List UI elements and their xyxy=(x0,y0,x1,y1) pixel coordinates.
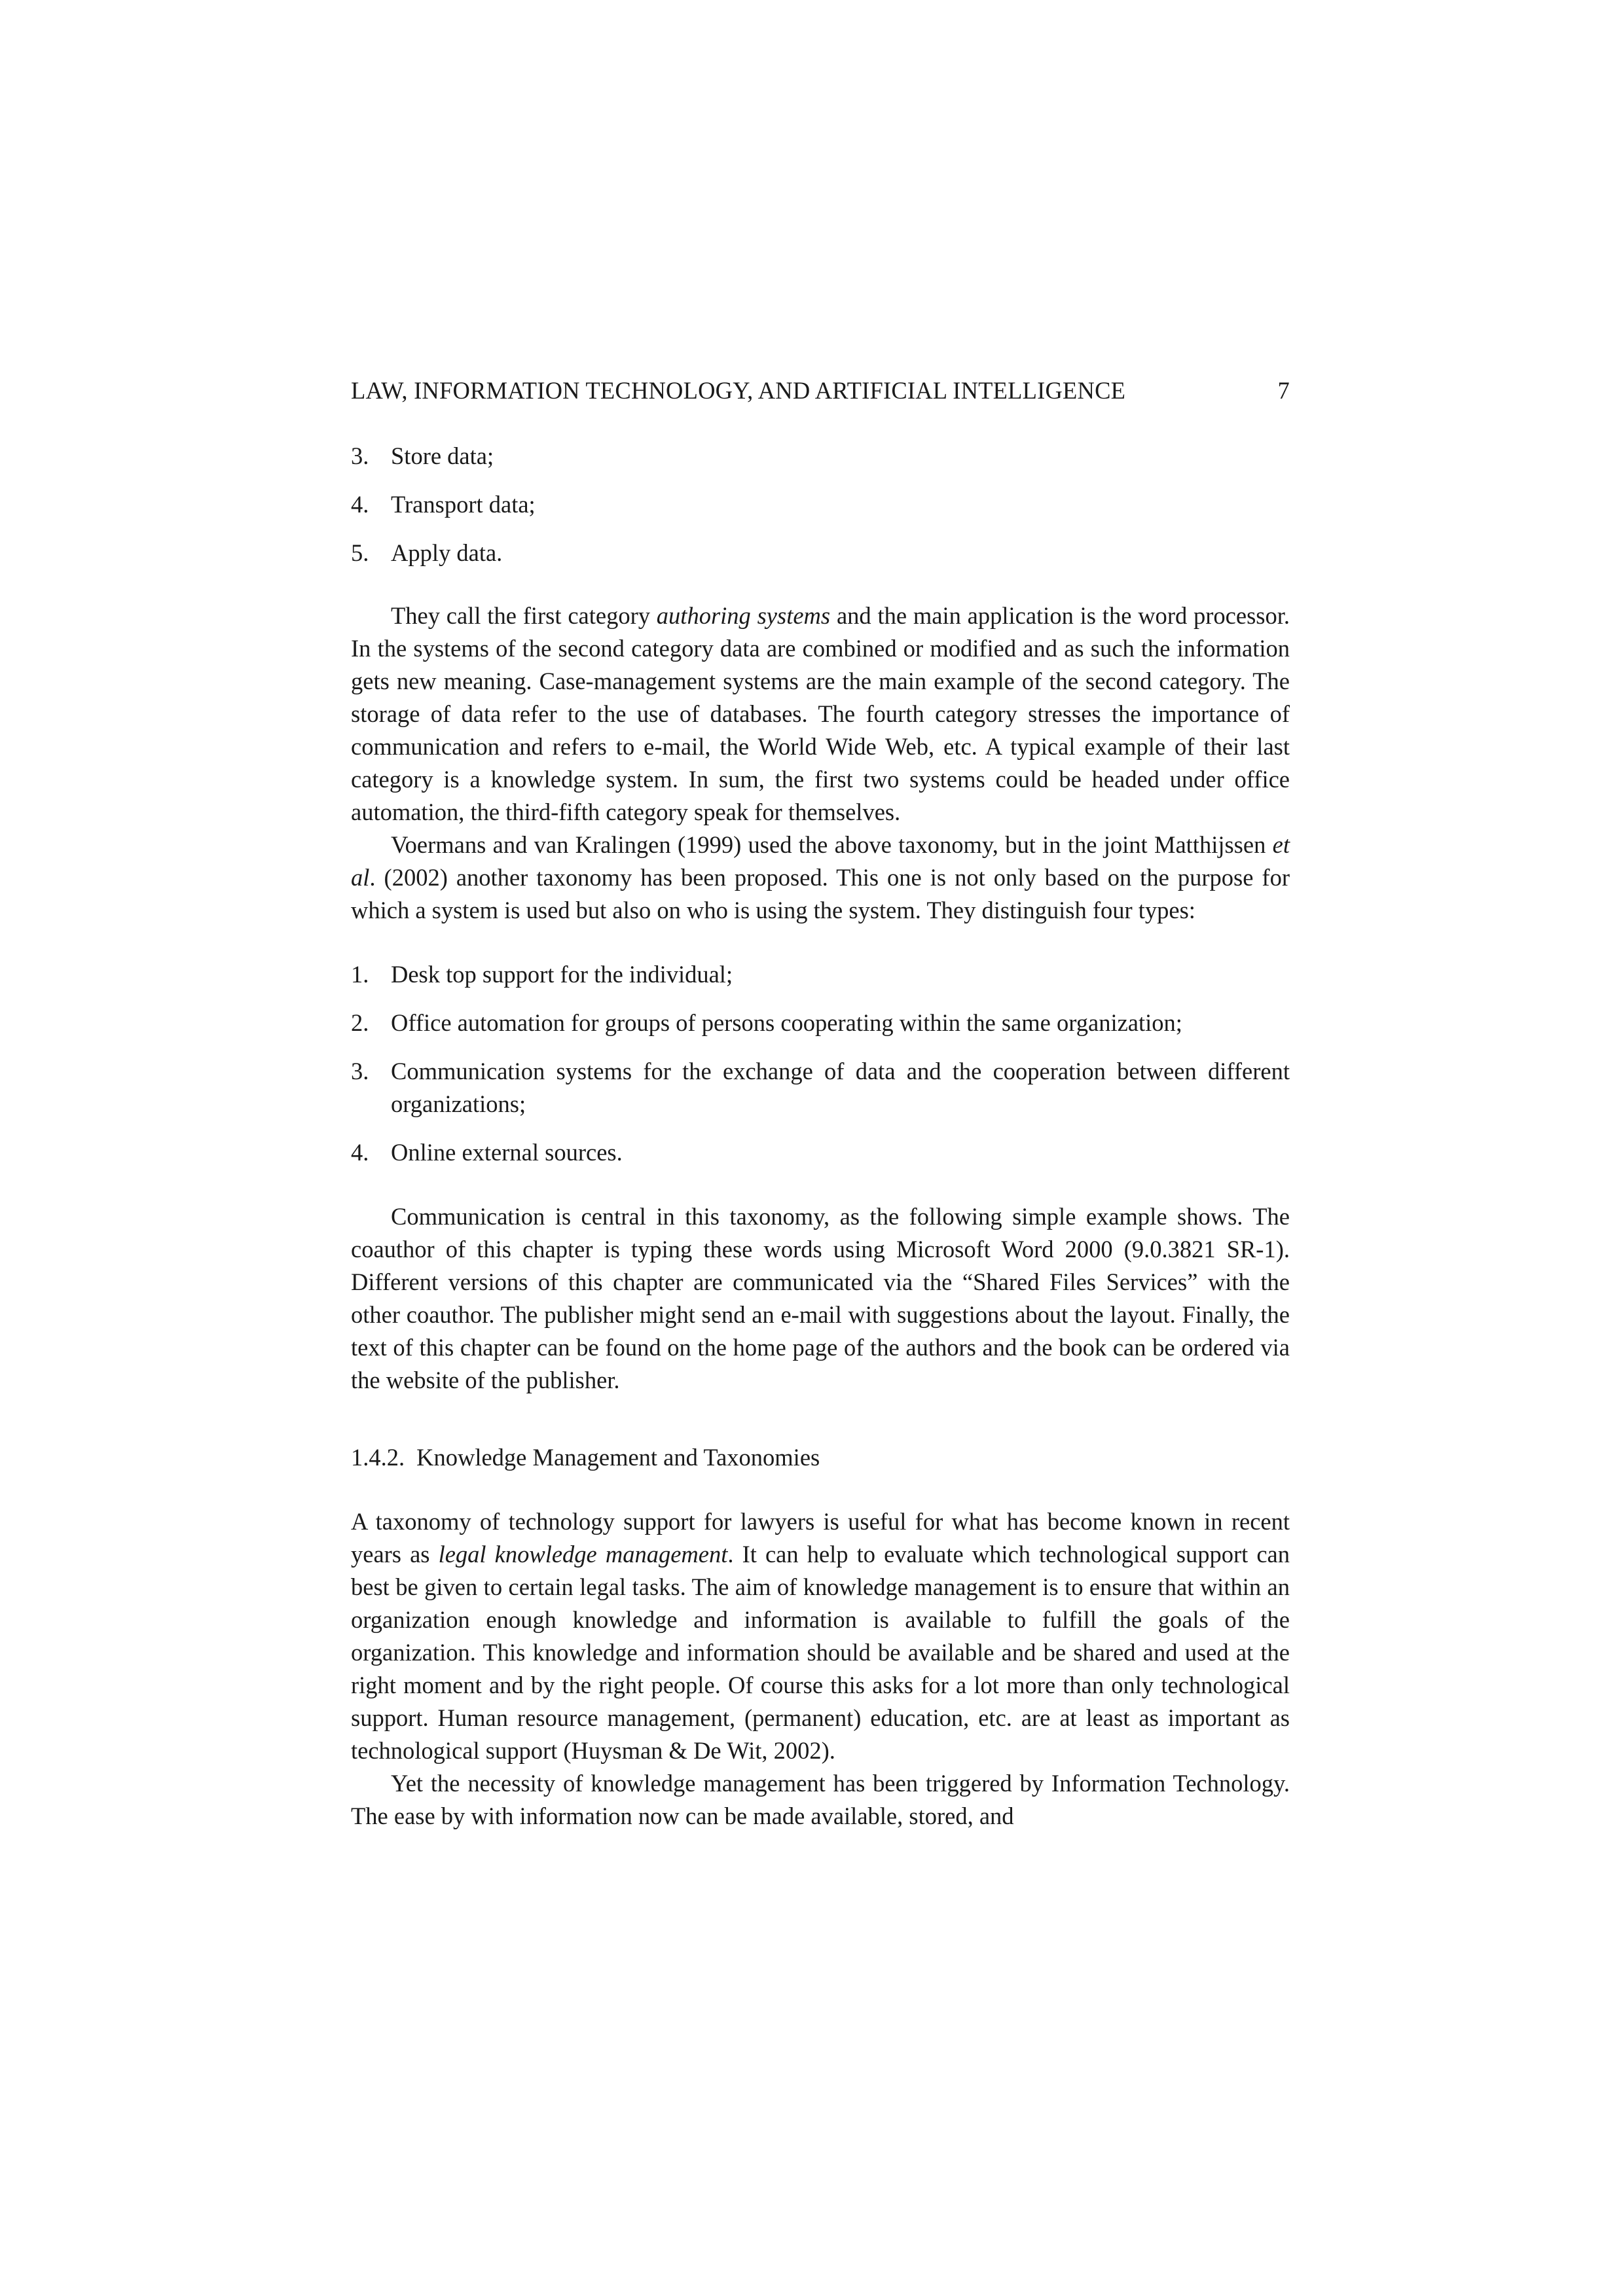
paragraph-knowledge-management xyxy=(351,1505,1290,1767)
list-item xyxy=(351,1136,1290,1169)
list-item-number: 4. xyxy=(351,1139,369,1166)
list-item xyxy=(351,488,1290,521)
list-item-text: Communication systems for the exchange of data and the cooperation between different organizations; xyxy=(391,1058,1290,1117)
list-item-text: Apply data. xyxy=(391,539,503,566)
paragraph-authoring-systems xyxy=(351,600,1290,829)
emphasis: authoring systems xyxy=(656,602,831,629)
list-item-text: Desk top support for the individual; xyxy=(391,961,733,988)
list-item-number: 4. xyxy=(351,491,369,518)
running-title: LAW, INFORMATION TECHNOLOGY, AND ARTIFICIAL INTELLIGENCE xyxy=(351,377,1126,404)
list-item-number: 5. xyxy=(351,539,369,566)
list-item-text: Store data; xyxy=(391,442,494,469)
text-run: Voermans and van Kralingen (1999) used the above taxonomy, but in the joint Matthijssen xyxy=(391,831,1273,858)
subsection-number: 1.4.2. xyxy=(351,1444,405,1471)
list-data-categories xyxy=(351,440,1290,569)
page-number: 7 xyxy=(1277,377,1290,404)
list-item-text: Office automation for groups of persons cooperating within the same organization; xyxy=(391,1009,1182,1036)
list-item xyxy=(351,1007,1290,1039)
list-item-text: Online external sources. xyxy=(391,1139,623,1166)
list-item-text: Transport data; xyxy=(391,491,536,518)
text-run: They call the first category xyxy=(391,602,657,629)
subsection-heading xyxy=(351,1441,1290,1474)
list-item xyxy=(351,1055,1290,1121)
list-item-number: 1. xyxy=(351,961,369,988)
list-four-types xyxy=(351,958,1290,1169)
list-item-number: 3. xyxy=(351,442,369,469)
list-item xyxy=(351,537,1290,569)
text-run: A taxonomy of technology support for lawyers is useful for what has become known in recent years as xyxy=(351,1508,1290,1568)
subsection-title: Knowledge Management and Taxonomies xyxy=(416,1444,820,1471)
emphasis: legal knowledge management xyxy=(438,1541,728,1568)
list-item xyxy=(351,958,1290,991)
list-item-number: 2. xyxy=(351,1009,369,1036)
list-item xyxy=(351,440,1290,473)
list-item-number: 3. xyxy=(351,1058,369,1085)
page xyxy=(351,374,1290,1833)
paragraph-communication: Communication is central in this taxonomy, as the following simple example shows. The coauthor of this chapter is typing these words using Microsoft Word 2000 (9.0.3821 SR-1). Different versions of this chapter are communicated via the “Shared Files Services” with the other coauthor. The publisher might send an e-mail with suggestions about the layout. Finally, the text of this chapter can be found on the home page of the authors and the book can be ordered via the website of the publisher. xyxy=(351,1203,1290,1393)
text-run: . It can help to evaluate which technological support can best be given to certain legal tasks. The aim of knowledge management is to ensure that within an organization enough knowledge and information is available to fulfill the goals of the organization. This knowledge and information should be available and be shared and used at the right moment and by the right people. Of course this asks for a lot more than only technological support. Human resource management, (permanent) education, etc. are at least as important as technological support (Huysman & De Wit, 2002). xyxy=(351,1541,1290,1764)
running-head xyxy=(351,374,1290,407)
text-run: and the main application is the word processor. In the systems of the second category data are combined or modified and as such the information gets new meaning. Case-management systems are the main example of the second category. The storage of data refer to the use of databases. The fourth category stresses the importance of communication and refers to e-mail, the World Wide Web, etc. A typical example of their last category is a knowledge system. In sum, the first two systems could be headed under office automation, the third-fifth category speak for themselves. xyxy=(351,602,1290,825)
emphasis: et al xyxy=(351,831,1290,891)
paragraph-taxonomy xyxy=(351,829,1290,927)
paragraph-necessity: Yet the necessity of knowledge management has been triggered by Information Technology. The ease by with information now can be made available, stored, and xyxy=(351,1770,1290,1829)
text-run: . (2002) another taxonomy has been proposed. This one is not only based on the purpose for which a system is used but also on who is using the system. They distinguish four types: xyxy=(351,864,1290,924)
